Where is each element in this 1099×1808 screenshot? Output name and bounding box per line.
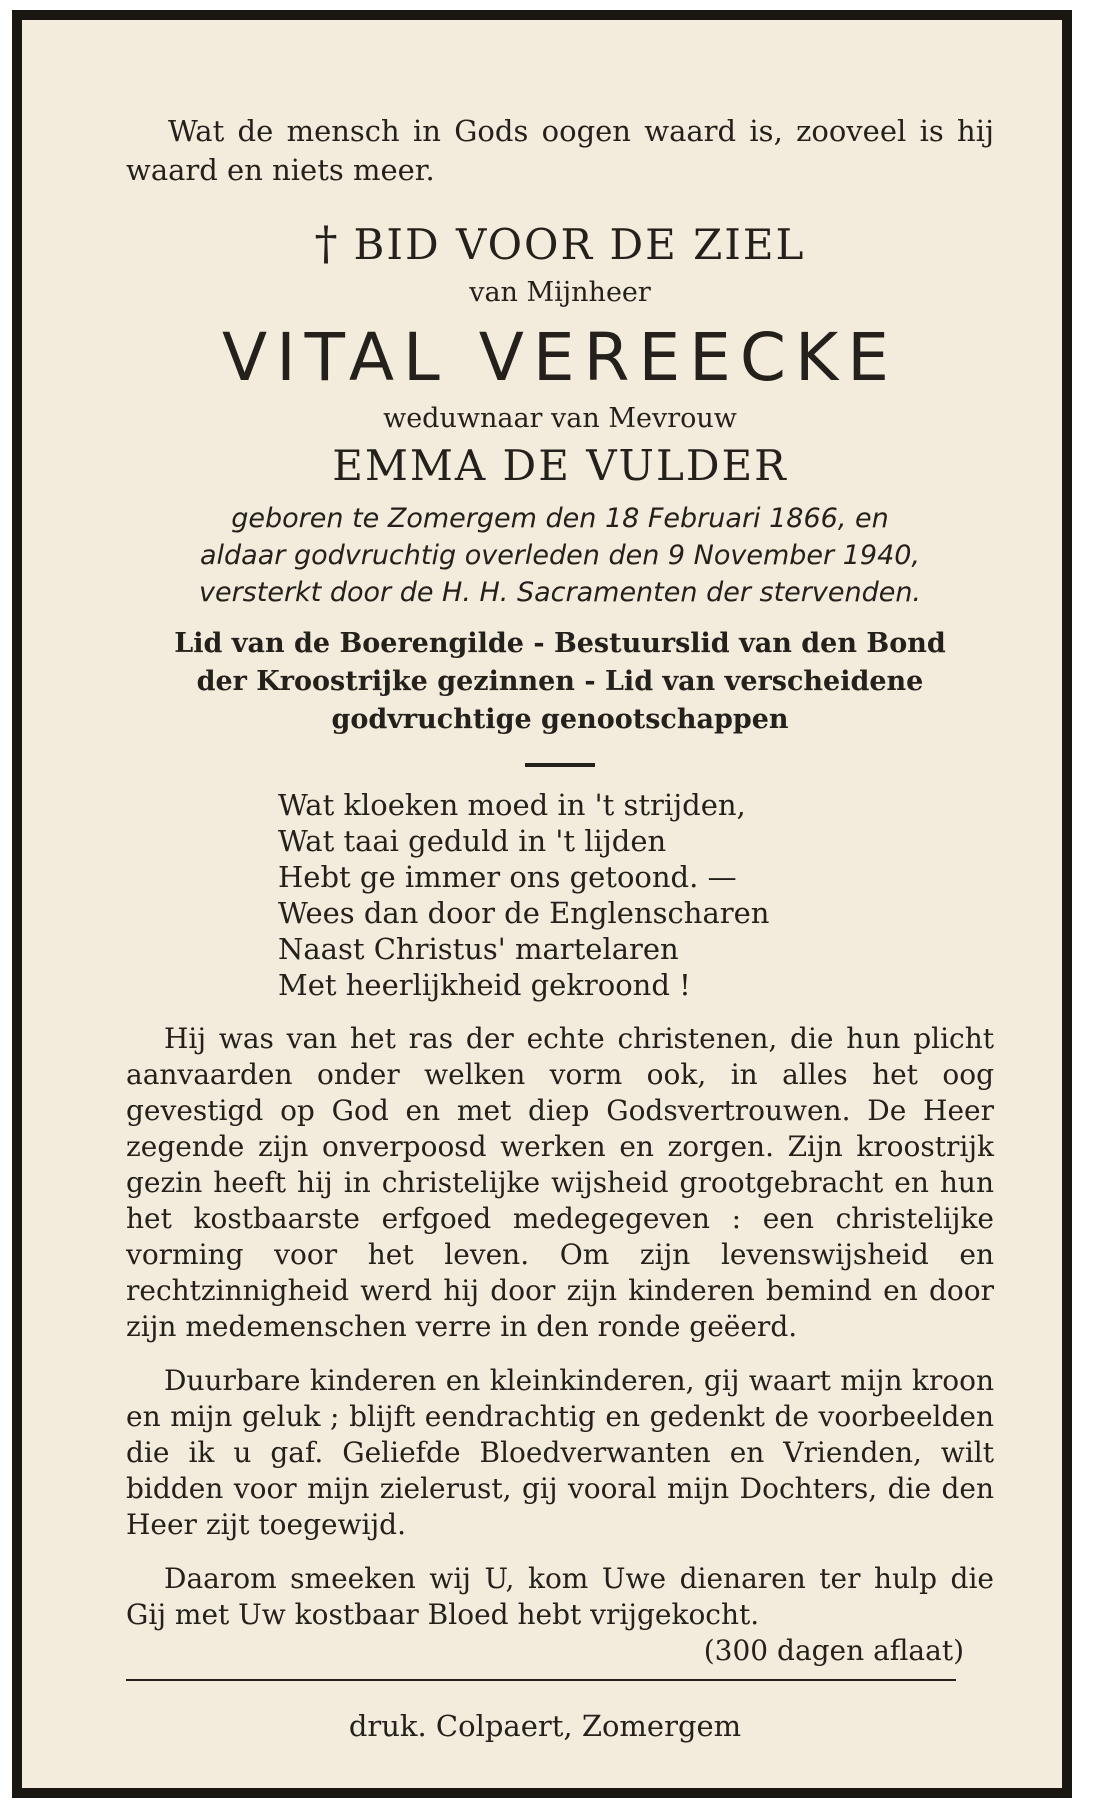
cross-icon: † [314, 216, 340, 270]
poem-line: Wat kloeken moed in 't strijden, [278, 788, 746, 822]
deceased-name: VITAL VEREECKE [222, 319, 898, 396]
memorial-card [12, 10, 1072, 1798]
widower-line: weduwnaar van Mevrouw [383, 403, 737, 434]
dates-block [126, 500, 994, 611]
roles-line: Lid van de Boerengilde - Bestuurslid van den Bond [174, 628, 946, 659]
poem [278, 787, 994, 1003]
printer-credit: druk. Colpaert, Zomergem [348, 1709, 742, 1743]
farewell-paragraph: Duurbare kinderen en kleinkinderen, gij waart mijn kroon en mijn geluk ; blijft eendrachtig en gedenkt de voorbeelden die ik u gaf. Geliefde Bloedverwanten en Vrienden, wilt bidden voor mijn zielerust, gij vooral mijn Dochters, die den Heer zijt toegewijd. [126, 1364, 994, 1541]
dates-line: geboren te Zomergem den 18 Februari 1866, en [231, 503, 889, 534]
poem-line: Hebt ge immer ons getoond. — [278, 860, 737, 894]
roles-block [126, 625, 994, 739]
wife-name: EMMA DE VULDER [332, 441, 788, 490]
divider-long [126, 1679, 956, 1681]
card-content [126, 112, 994, 1745]
poem-line: Met heerlijkheid gekroond ! [278, 968, 691, 1002]
divider-short [525, 763, 595, 767]
poem-line: Naast Christus' martelaren [278, 932, 679, 966]
closing-prayer: Daarom smeeken wij U, kom Uwe dienaren ter hulp die Gij met Uw kostbaar Bloed hebt vrijgekocht. [126, 1562, 994, 1631]
prayer-heading-text: BID VOOR DE ZIEL [353, 220, 806, 269]
dates-line: versterkt door de H. H. Sacramenten der stervenden. [198, 577, 922, 608]
roles-line: der Kroostrijke gezinnen - Lid van verscheidene [196, 666, 924, 697]
biography-paragraph: Hij was van het ras der echte christenen, die hun plicht aanvaarden onder welken vorm ook, in alles het oog gevestigd op God en met diep Godsvertrouwen. De Heer zegende zijn onverpoosd werken en zorgen. Zijn kroostrijk gezin heeft hij in christelijke wijsheid grootgebracht en hun het kostbaarste erfgoed medegegeven : een christelijke vorming voor het leven. Om zijn levenswijsheid en rechtzinnigheid werd hij door zijn kinderen bemind en door zijn medemenschen verre in den ronde geëerd. [126, 1022, 994, 1343]
roles-line: godvruchtige genootschappen [331, 704, 789, 735]
poem-line: Wees dan door de Englenscharen [278, 896, 770, 930]
intro-quote: Wat de mensch in Gods oogen waard is, zooveel is hij waard en niets meer. [126, 114, 994, 187]
prayer-heading [126, 218, 994, 270]
indulgence-note: (300 dagen aflaat) [703, 1634, 964, 1667]
dates-line: aldaar godvruchtig overleden den 9 November 1940, [199, 540, 921, 571]
poem-line: Wat taai geduld in 't lijden [278, 824, 667, 858]
van-mijnheer: van Mijnheer [469, 277, 651, 308]
